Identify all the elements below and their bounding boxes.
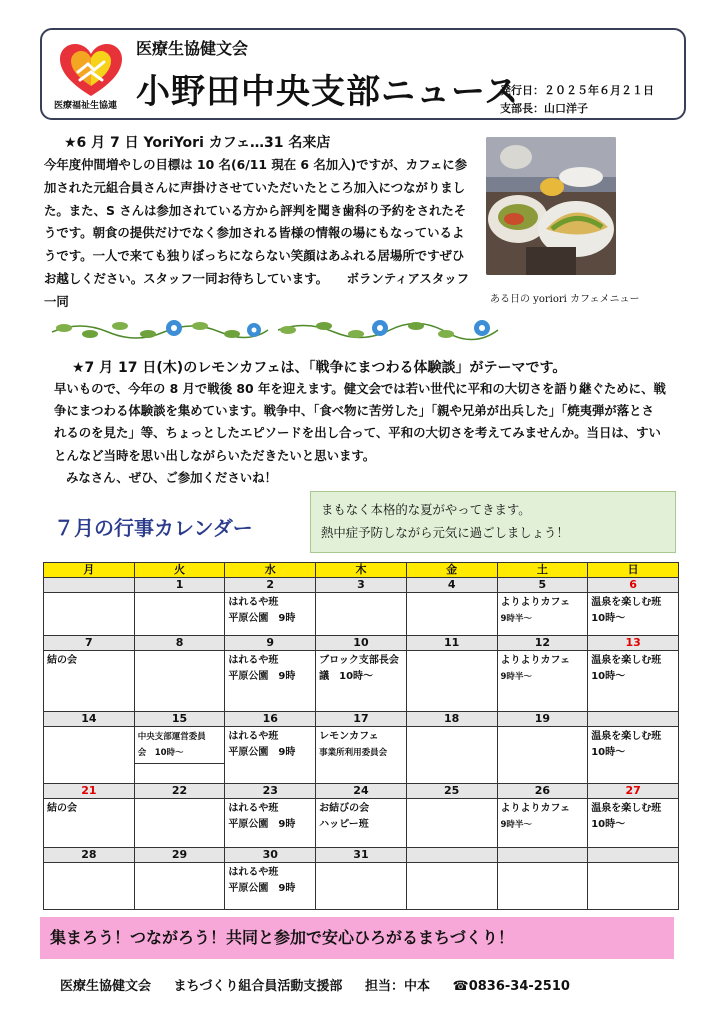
date-number: 5 bbox=[497, 578, 588, 593]
event-text: 温泉を楽しむ班 bbox=[591, 731, 662, 742]
event-text: 10時～ bbox=[591, 819, 626, 830]
date-number bbox=[44, 578, 135, 593]
date-number bbox=[588, 712, 679, 727]
event-cell bbox=[44, 593, 135, 636]
event-text: よりよりカフェ bbox=[500, 597, 571, 608]
event-cell bbox=[225, 799, 316, 848]
date-number: 6 bbox=[588, 578, 679, 593]
date-number bbox=[588, 848, 679, 863]
date-number: 27 bbox=[588, 784, 679, 799]
event-cell bbox=[44, 727, 135, 784]
cafe-report-heading: ★6 月 7 日 YoriYori カフェ…31 名来店 bbox=[64, 135, 331, 151]
lemon-cafe-heading: ★7 月 17 日(木)のレモンカフェは、「戦争にまつわる体験談」がテーマです。 bbox=[72, 360, 567, 376]
event-cell bbox=[134, 799, 225, 848]
event-cell bbox=[406, 593, 497, 636]
event-row bbox=[44, 727, 679, 784]
event-text: はれるや班 bbox=[228, 867, 279, 878]
newsletter-title: 小野田中央支部ニュース bbox=[136, 72, 520, 112]
slogan-banner: 集まろう！つながろう！共同と参加で安心ひろがるまちづくり！ bbox=[40, 917, 674, 959]
event-cell bbox=[406, 651, 497, 712]
event-text: 9時半～ bbox=[500, 820, 532, 830]
event-text: よりよりカフェ bbox=[500, 803, 571, 814]
footer-org: 医療生協健文会 bbox=[60, 979, 152, 994]
event-cell bbox=[316, 727, 407, 784]
date-row bbox=[44, 712, 679, 727]
lemon-cafe-body: 早いもので、今年の 8 月で戦後 80 年を迎えます。健文会では若い世代に平和の大切さを語り継ぐために、戦争にまつわる体験談を集めています。戦争中、「食べ物に苦労した」「親や兄弟が出兵した」「焼夷弾が落とされるのを見た」等、ちょっとしたエピソードを出し合って、平和の大切さを考えてみませんか。当日は、すいとんなど当時を思い出しながらいただきたいと思います。 bbox=[54, 381, 666, 463]
date-number: 25 bbox=[406, 784, 497, 799]
event-cell bbox=[316, 651, 407, 712]
footer-dept: まちづくり組合員活動支援部 bbox=[173, 979, 343, 994]
event-cell bbox=[134, 651, 225, 712]
date-number: 8 bbox=[134, 636, 225, 651]
date-number: 22 bbox=[134, 784, 225, 799]
cafe-menu-photo bbox=[486, 137, 616, 275]
event-text: ブロック支部長会 bbox=[319, 655, 399, 666]
event-cell bbox=[588, 863, 679, 910]
event-text: 中央支部運営委員 bbox=[137, 732, 206, 742]
date-number: 3 bbox=[316, 578, 407, 593]
event-cell bbox=[225, 863, 316, 910]
date-number: 15 bbox=[134, 712, 225, 727]
weekday-header: 月 bbox=[44, 563, 135, 578]
event-cell bbox=[44, 863, 135, 910]
date-number: 14 bbox=[44, 712, 135, 727]
date-number: 13 bbox=[588, 636, 679, 651]
event-text: 9時半～ bbox=[500, 672, 532, 682]
event-text: お結びの会 bbox=[319, 803, 370, 814]
event-text: 温泉を楽しむ班 bbox=[591, 655, 662, 666]
event-cell bbox=[316, 799, 407, 848]
weekday-header: 水 bbox=[225, 563, 316, 578]
event-text: はれるや班 bbox=[228, 731, 279, 742]
notice-line: まもなく本格的な夏がやってきます。 bbox=[321, 502, 531, 517]
date-number: 29 bbox=[134, 848, 225, 863]
date-number: 9 bbox=[225, 636, 316, 651]
issue-date: 発行日：２０２５年６月２１日 bbox=[500, 84, 654, 97]
event-row bbox=[44, 651, 679, 712]
date-number: 28 bbox=[44, 848, 135, 863]
weekday-header: 日 bbox=[588, 563, 679, 578]
event-text: ハッピー班 bbox=[319, 819, 369, 830]
date-number bbox=[406, 848, 497, 863]
date-number: 11 bbox=[406, 636, 497, 651]
event-cell bbox=[316, 863, 407, 910]
event-row bbox=[44, 799, 679, 848]
event-text: よりよりカフェ bbox=[500, 655, 571, 666]
event-cell bbox=[134, 727, 225, 784]
event-text: 結の会 bbox=[47, 803, 77, 814]
date-row bbox=[44, 578, 679, 593]
event-calendar bbox=[43, 562, 679, 910]
footer-phone: ☎0836-34-2510 bbox=[452, 979, 570, 994]
event-text: はれるや班 bbox=[228, 655, 279, 666]
cafe-report-body: 今年度仲間増やしの目標は 10 名(6/11 現在 6 名加入)ですが、カフェに参加された元組合員さんに声掛けさせていただいたところ加入につながりました。また、S さんは参加されている方から評判を聞き歯科の予約をされたそうです。朝食の提供だけでなく参加される皆様の情報の場にもなっているようです。一人で来ても独りぼっちにならない笑顔はあふれる居場所ですぜひお越しください。スタッフ一同お待ちしています。 ボランティアスタッフ一同 bbox=[44, 157, 469, 309]
event-text: 10時～ bbox=[591, 747, 626, 758]
date-number: 17 bbox=[316, 712, 407, 727]
event-cell bbox=[588, 799, 679, 848]
date-number: 21 bbox=[44, 784, 135, 799]
weekday-header: 土 bbox=[497, 563, 588, 578]
weekday-header: 木 bbox=[316, 563, 407, 578]
event-cell bbox=[497, 727, 588, 784]
event-cell bbox=[225, 727, 316, 784]
date-number: 18 bbox=[406, 712, 497, 727]
event-text: レモンカフェ bbox=[319, 731, 379, 742]
event-text: 平原公園 9時 bbox=[228, 819, 296, 830]
date-number: 19 bbox=[497, 712, 588, 727]
date-number bbox=[497, 848, 588, 863]
event-text: 9時半～ bbox=[500, 614, 532, 624]
event-cell bbox=[44, 651, 135, 712]
event-text: 平原公園 9時 bbox=[228, 671, 296, 682]
event-cell bbox=[497, 651, 588, 712]
org-name: 医療生協健文会 bbox=[136, 39, 249, 58]
event-text: 温泉を楽しむ班 bbox=[591, 803, 662, 814]
event-text: 結の会 bbox=[47, 655, 77, 666]
event-cell bbox=[406, 863, 497, 910]
date-row bbox=[44, 784, 679, 799]
photo-caption: ある日の yoriori カフェメニュー bbox=[490, 294, 640, 305]
date-number: 10 bbox=[316, 636, 407, 651]
date-number: 26 bbox=[497, 784, 588, 799]
footer bbox=[60, 975, 588, 994]
logo-caption: 医療福祉生協連 bbox=[54, 101, 118, 111]
weekday-header-row bbox=[44, 563, 679, 578]
date-number: 24 bbox=[316, 784, 407, 799]
notice-line: 熱中症予防しながら元気に過ごしましょう！ bbox=[321, 525, 569, 540]
date-number: 7 bbox=[44, 636, 135, 651]
event-cell bbox=[44, 799, 135, 848]
event-text: 会 10時～ bbox=[137, 748, 184, 758]
date-number: 30 bbox=[225, 848, 316, 863]
event-cell bbox=[225, 651, 316, 712]
date-number: 23 bbox=[225, 784, 316, 799]
cell-divider bbox=[135, 763, 225, 764]
event-cell bbox=[225, 593, 316, 636]
event-text: 平原公園 9時 bbox=[228, 613, 296, 624]
event-text: 事業所利用委員会 bbox=[319, 748, 388, 758]
event-cell bbox=[406, 799, 497, 848]
morning-glory-vine-icon bbox=[50, 314, 270, 344]
event-cell bbox=[588, 651, 679, 712]
event-cell bbox=[316, 593, 407, 636]
event-text: 10時～ bbox=[591, 613, 626, 624]
event-text: 議 10時～ bbox=[319, 671, 374, 682]
event-text: 温泉を楽しむ班 bbox=[591, 597, 662, 608]
date-number: 16 bbox=[225, 712, 316, 727]
event-row bbox=[44, 593, 679, 636]
event-cell bbox=[588, 593, 679, 636]
date-number: 1 bbox=[134, 578, 225, 593]
event-cell bbox=[134, 863, 225, 910]
calendar-title: ７月の行事カレンダー bbox=[54, 516, 253, 540]
lemon-cafe-closing: みなさん、ぜひ、ご参加くださいね！ bbox=[66, 470, 277, 485]
date-number: 12 bbox=[497, 636, 588, 651]
date-number: 31 bbox=[316, 848, 407, 863]
event-cell bbox=[588, 727, 679, 784]
date-row bbox=[44, 636, 679, 651]
coop-heart-logo-icon bbox=[58, 42, 124, 98]
weekday-header: 金 bbox=[406, 563, 497, 578]
event-text: 平原公園 9時 bbox=[228, 747, 296, 758]
date-row bbox=[44, 848, 679, 863]
event-text: はれるや班 bbox=[228, 803, 279, 814]
event-cell bbox=[134, 593, 225, 636]
event-text: はれるや班 bbox=[228, 597, 279, 608]
date-number: 2 bbox=[225, 578, 316, 593]
event-cell bbox=[406, 727, 497, 784]
summer-notice bbox=[310, 491, 676, 553]
event-cell bbox=[497, 799, 588, 848]
branch-head: 支部長：山口洋子 bbox=[500, 102, 588, 115]
morning-glory-vine-icon bbox=[276, 314, 500, 344]
footer-contact: 担当：中本 bbox=[364, 979, 430, 994]
date-number: 4 bbox=[406, 578, 497, 593]
weekday-header: 火 bbox=[134, 563, 225, 578]
calendar-body bbox=[44, 578, 679, 910]
event-text: 平原公園 9時 bbox=[228, 883, 296, 894]
event-text: 10時～ bbox=[591, 671, 626, 682]
event-row bbox=[44, 863, 679, 910]
event-cell bbox=[497, 593, 588, 636]
event-cell bbox=[497, 863, 588, 910]
